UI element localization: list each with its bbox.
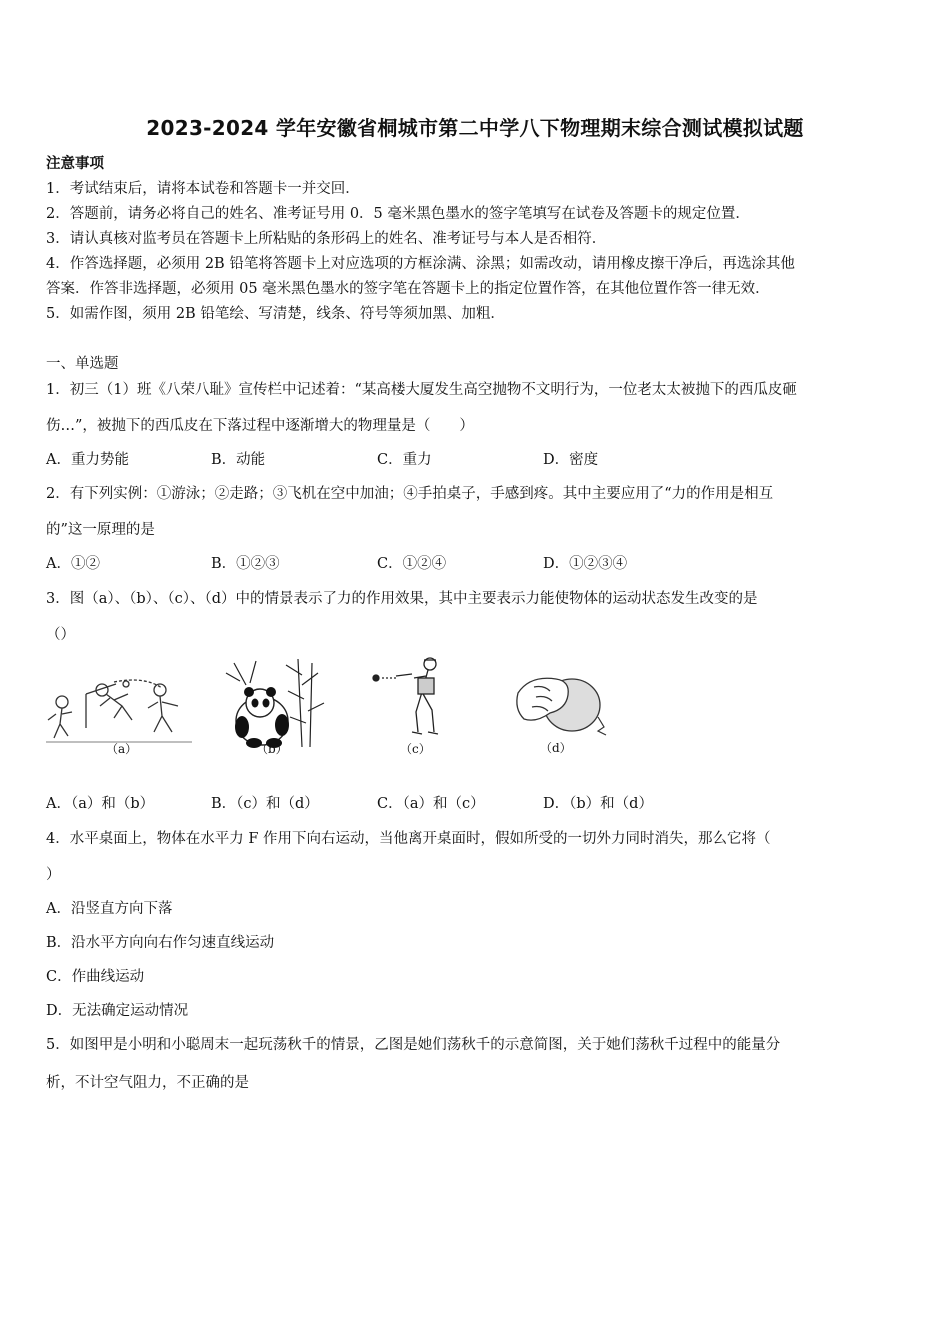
question-3-line-2: （） (46, 627, 75, 643)
q4-option-c: C．作曲线运动 (46, 969, 145, 985)
figure-a-soccer (44, 662, 194, 754)
figure-b-label: （b） (256, 742, 288, 756)
figure-a-label: （a） (106, 742, 138, 756)
q3-option-d: D．（b）和（d） (543, 796, 653, 812)
notice-item: 2．答题前，请务必将自己的姓名、准考证号用 0．5 毫米黑色墨水的签字笔填写在试卷及答题卡的规定位置． (46, 206, 750, 222)
q3-option-b: B．（c）和（d） (211, 796, 319, 812)
notice-item: 答案．作答非选择题，必须用 05 毫米黑色墨水的签字笔在答题卡上的指定位置作答，在其他位置作答一律无效． (46, 281, 770, 297)
q1-option-b: B．动能 (211, 452, 266, 468)
page-title: 2023-2024 学年安徽省桐城市第二中学八下物理期末综合测试模拟试题 (146, 116, 804, 140)
figure-d-label: （d） (540, 741, 572, 755)
notice-item: 3．请认真核对监考员在答题卡上所粘贴的条形码上的姓名、准考证号与本人是否相符． (46, 231, 607, 247)
question-1-line-1: 1．初三（1）班《八荣八耻》宣传栏中记述着：“某高楼大厦发生高空抛物不文明行为，一位老太太被抛下的西瓜皮砸 (46, 382, 797, 398)
question-2-line-2: 的”这一原理的是 (46, 522, 155, 538)
notice-item: 1．考试结束后，请将本试卷和答题卡一并交回． (46, 181, 360, 197)
question-4-line-2: ） (46, 867, 61, 883)
section-heading: 一、单选题 (46, 356, 119, 372)
figure-b-panda (220, 655, 330, 755)
q4-option-d: D．无法确定运动情况 (46, 1003, 189, 1019)
q2-option-d: D．①②③④ (543, 556, 628, 572)
notice-item: 5．如需作图，须用 2B 铅笔绘、写清楚，线条、符号等须加黑、加粗． (46, 306, 505, 322)
q2-option-a: A．①② (46, 556, 100, 572)
notice-item: 4．作答选择题，必须用 2B 铅笔将答题卡上对应选项的方框涂满、涂黑；如需改动，请用橡皮擦干净后，再选涂其他 (46, 256, 795, 272)
question-3-line-1: 3．图（a）、（b）、（c）、（d）中的情景表示了力的作用效果，其中主要表示力能使物体的运动状态发生改变的是 (46, 591, 758, 607)
question-1-line-2: 伤…”，被抛下的西瓜皮在下落过程中逐渐增大的物理量是（ ） (46, 418, 474, 434)
q2-option-c: C．①②④ (377, 556, 447, 572)
q2-option-b: B．①②③ (211, 556, 280, 572)
question-2-line-1: 2．有下列实例：①游泳；②走路；③飞机在空中加油；④手拍桌子，手感到疼。其中主要应用了“力的作用是相互 (46, 486, 774, 502)
figure-d-balloon (510, 665, 620, 757)
figure-c-baseball (366, 652, 456, 756)
question-5-line-2: 析，不计空气阻力，不正确的是 (46, 1075, 249, 1091)
q1-option-a: A．重力势能 (46, 452, 129, 468)
question-4-line-1: 4．水平桌面上，物体在水平力 F 作用下向右运动，当他离开桌面时，假如所受的一切外力同时消失，那么它将（ (46, 831, 771, 847)
q4-option-b: B．沿水平方向向右作匀速直线运动 (46, 935, 275, 951)
q1-option-d: D．密度 (543, 452, 599, 468)
question-5-line-1: 5．如图甲是小明和小聪周末一起玩荡秋千的情景，乙图是她们荡秋千的示意简图，关于她们荡秋千过程中的能量分 (46, 1037, 781, 1053)
figure-c-label: （c） (400, 742, 431, 756)
q3-option-c: C．（a）和（c） (377, 796, 485, 812)
notice-heading: 注意事项 (46, 155, 104, 172)
q3-option-a: A．（a）和（b） (46, 796, 155, 812)
q4-option-a: A．沿竖直方向下落 (46, 901, 173, 917)
q1-option-c: C．重力 (377, 452, 432, 468)
